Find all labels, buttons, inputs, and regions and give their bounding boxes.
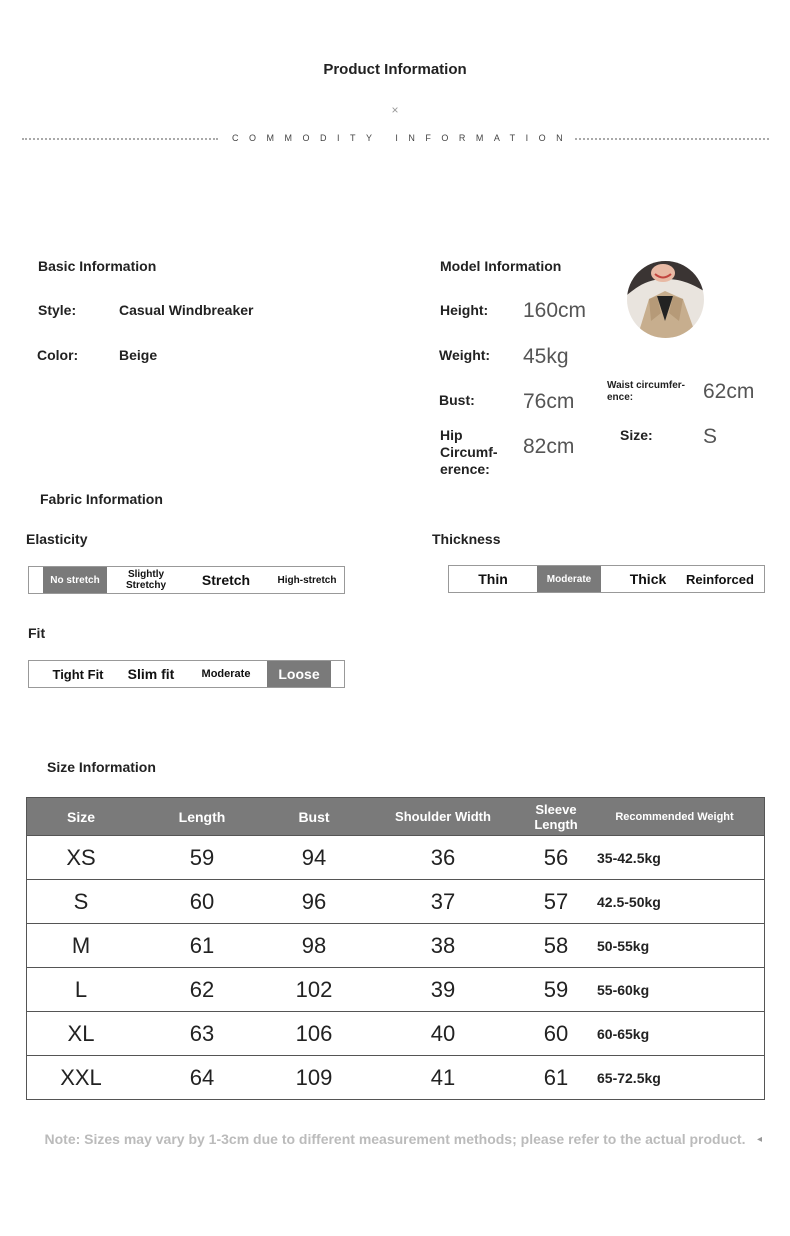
color-value: Beige (119, 347, 158, 363)
column-header-recommended-weight: Recommended Weight (585, 798, 765, 836)
elasticity-option-no-stretch: No stretch (43, 567, 107, 593)
fit-option-tight-fit: Tight Fit (52, 666, 104, 682)
model-size-label: Size: (620, 427, 653, 443)
column-header-bust: Bust (269, 798, 359, 836)
cell-bust: 96 (269, 880, 359, 924)
table-row (27, 924, 765, 968)
table-row (27, 836, 765, 880)
page-title: Product Information (323, 61, 467, 78)
cell-bust: 94 (269, 836, 359, 880)
size-info-heading: Size Information (47, 759, 156, 775)
cell-size: S (27, 880, 136, 924)
cell-sleeve-length: 61 (527, 1056, 585, 1100)
fit-option-slim-fit: Slim fit (127, 666, 175, 682)
size-table (26, 797, 765, 1100)
cell-sleeve-length: 58 (527, 924, 585, 968)
waist-label: Waist circumfer-ence: (607, 380, 685, 403)
close-icon: × (391, 103, 399, 117)
cell-length: 60 (135, 880, 269, 924)
cell-sleeve-length: 57 (527, 880, 585, 924)
thickness-option-thin: Thin (478, 571, 508, 587)
cell-recommended-weight: 65-72.5kg (585, 1056, 765, 1100)
color-label: Color: (37, 347, 79, 363)
thickness-option-reinforced: Reinforced (686, 571, 754, 587)
cell-bust: 109 (269, 1056, 359, 1100)
column-header-shoulder-width: Shoulder Width (359, 798, 527, 836)
model-size-value: S (703, 425, 718, 448)
hip-value: 82cm (523, 435, 575, 458)
cell-shoulder-width: 36 (359, 836, 527, 880)
model-photo-icon (627, 261, 704, 338)
fit-option-loose: Loose (267, 661, 331, 687)
style-label: Style: (38, 302, 77, 318)
thickness-label: Thickness (432, 531, 501, 547)
cell-shoulder-width: 38 (359, 924, 527, 968)
cell-recommended-weight: 55-60kg (585, 968, 765, 1012)
cell-shoulder-width: 41 (359, 1056, 527, 1100)
cell-sleeve-length: 60 (527, 1012, 585, 1056)
model-info-heading: Model Information (440, 258, 562, 274)
weight-label: Weight: (439, 347, 491, 363)
cell-size: XXL (27, 1056, 136, 1100)
cell-shoulder-width: 37 (359, 880, 527, 924)
hip-label: Hip Circumf-erence: (440, 427, 498, 477)
column-header-size: Size (27, 798, 136, 836)
elasticity-option-stretch: Stretch (201, 572, 251, 588)
cell-length: 62 (135, 968, 269, 1012)
model-avatar (627, 261, 704, 338)
thickness-option-thick: Thick (629, 571, 667, 587)
thickness-option-moderate: Moderate (537, 566, 601, 592)
basic-info-heading: Basic Information (38, 258, 157, 274)
cell-length: 64 (135, 1056, 269, 1100)
cell-bust: 102 (269, 968, 359, 1012)
cell-sleeve-length: 56 (527, 836, 585, 880)
cell-length: 63 (135, 1012, 269, 1056)
height-value: 160cm (523, 299, 587, 322)
size-note: Note: Sizes may vary by 1-3cm due to different measurement methods; please refer to the actual product. (44, 1131, 746, 1147)
weight-value: 45kg (523, 345, 569, 368)
elasticity-label: Elasticity (26, 531, 88, 547)
divider-left (22, 138, 218, 140)
column-header-length: Length (135, 798, 269, 836)
cell-size: XL (27, 1012, 136, 1056)
subtitle: COMMODITY INFORMATION (232, 133, 574, 143)
table-row (27, 968, 765, 1012)
cell-recommended-weight: 50-55kg (585, 924, 765, 968)
arrow-left-icon: ◂ (757, 1134, 763, 1145)
height-label: Height: (440, 302, 489, 318)
fabric-info-heading: Fabric Information (40, 491, 163, 507)
cell-bust: 106 (269, 1012, 359, 1056)
divider-right (575, 138, 769, 140)
fit-label: Fit (28, 625, 46, 641)
cell-length: 59 (135, 836, 269, 880)
cell-recommended-weight: 60-65kg (585, 1012, 765, 1056)
cell-recommended-weight: 35-42.5kg (585, 836, 765, 880)
cell-sleeve-length: 59 (527, 968, 585, 1012)
table-row (27, 1012, 765, 1056)
cell-length: 61 (135, 924, 269, 968)
style-value: Casual Windbreaker (119, 302, 254, 318)
elasticity-option-slightly-stretchy: Slightly Stretchy (125, 569, 166, 591)
elasticity-option-high-stretch: High-stretch (277, 574, 337, 586)
cell-shoulder-width: 39 (359, 968, 527, 1012)
table-row (27, 1056, 765, 1100)
thickness-scale (448, 565, 765, 593)
cell-size: M (27, 924, 136, 968)
bust-label: Bust: (439, 392, 475, 408)
waist-value: 62cm (703, 380, 755, 403)
table-row (27, 880, 765, 924)
fit-option-moderate: Moderate (201, 667, 251, 680)
cell-shoulder-width: 40 (359, 1012, 527, 1056)
bust-value: 76cm (523, 390, 575, 413)
size-table-header (27, 798, 765, 836)
column-header-sleeve-length: Sleeve Length (527, 798, 585, 836)
elasticity-scale (28, 566, 345, 594)
cell-recommended-weight: 42.5-50kg (585, 880, 765, 924)
cell-size: L (27, 968, 136, 1012)
fit-scale (28, 660, 345, 688)
cell-size: XS (27, 836, 136, 880)
cell-bust: 98 (269, 924, 359, 968)
